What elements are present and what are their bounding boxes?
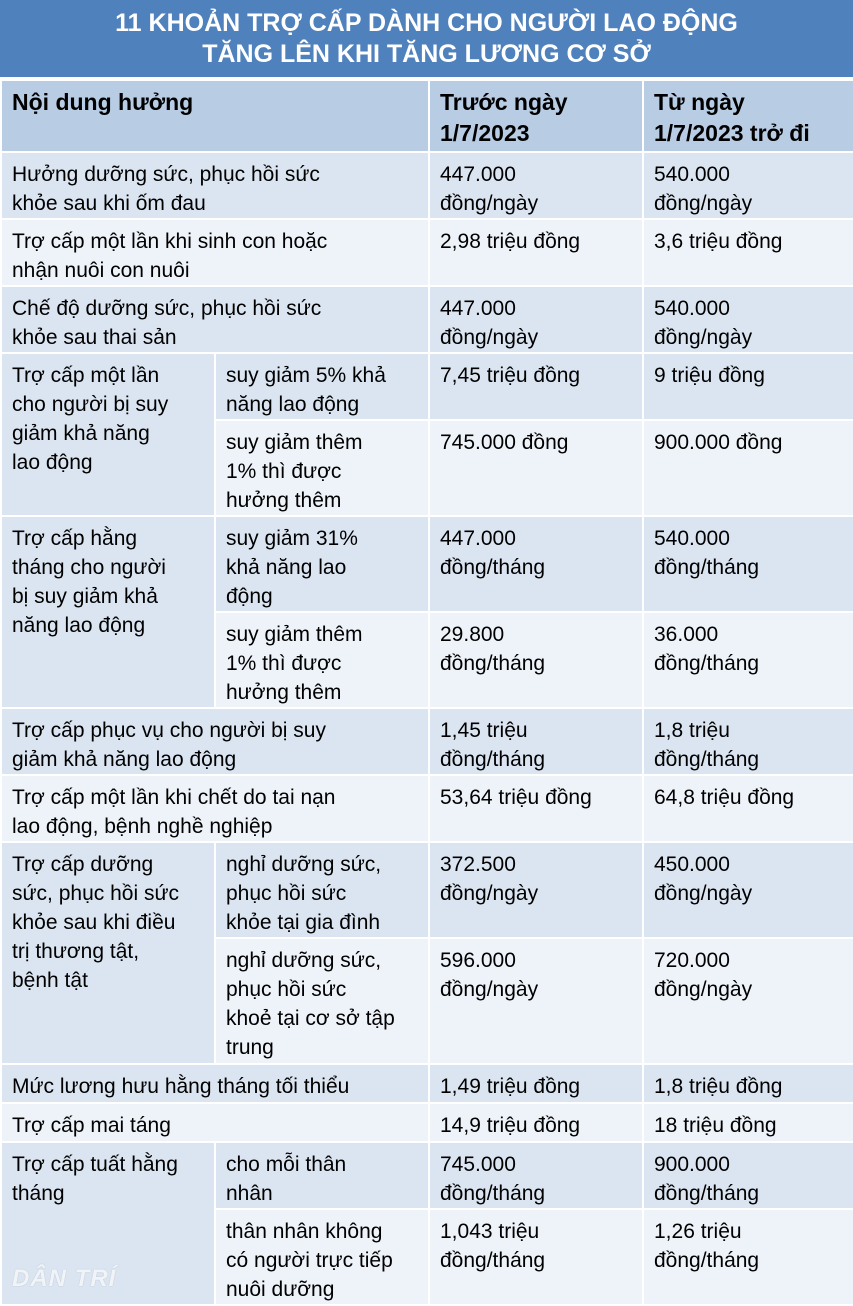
- table-row: [1, 842, 853, 938]
- title-line-1: 11 KHOẢN TRỢ CẤP DÀNH CHO NGƯỜI LAO ĐỘNG: [115, 8, 738, 37]
- row-after: 900.000 đồng/tháng: [643, 1142, 853, 1209]
- table-header-row: [1, 80, 853, 152]
- table-row: [1, 286, 853, 353]
- row-before: 29.800 đồng/tháng: [429, 612, 643, 708]
- table-row: [1, 353, 853, 420]
- group-label: Trợ cấp hằng tháng cho người bị suy giảm khả năng lao động: [1, 516, 215, 708]
- table-row: [1, 219, 853, 286]
- row-label: Mức lương hưu hằng tháng tối thiểu: [1, 1064, 429, 1103]
- row-before: 596.000 đồng/ngày: [429, 938, 643, 1064]
- row-before: 53,64 triệu đồng: [429, 775, 643, 842]
- header-after: Từ ngày 1/7/2023 trở đi: [643, 80, 853, 152]
- row-label: Trợ cấp phục vụ cho người bị suy giảm khả năng lao động: [1, 708, 429, 775]
- row-before: 447.000 đồng/tháng: [429, 516, 643, 612]
- row-before: 745.000 đồng/tháng: [429, 1142, 643, 1209]
- sub-label: suy giảm 31% khả năng lao động: [215, 516, 429, 612]
- row-label: Chế độ dưỡng sức, phục hồi sức khỏe sau thai sản: [1, 286, 429, 353]
- sub-label: nghỉ dưỡng sức, phục hồi sức khỏe tại gia đình: [215, 842, 429, 938]
- sub-label: thân nhân không có người trực tiếp nuôi dưỡng: [215, 1209, 429, 1305]
- row-label: Trợ cấp một lần khi chết do tai nạn lao động, bệnh nghề nghiệp: [1, 775, 429, 842]
- row-before: 447.000 đồng/ngày: [429, 286, 643, 353]
- row-after: 36.000 đồng/tháng: [643, 612, 853, 708]
- table-row: [1, 516, 853, 612]
- row-after: 540.000 đồng/tháng: [643, 516, 853, 612]
- sub-label: nghỉ dưỡng sức, phục hồi sức khoẻ tại cơ sở tập trung: [215, 938, 429, 1064]
- row-after: 18 triệu đồng: [643, 1103, 853, 1142]
- row-before: 14,9 triệu đồng: [429, 1103, 643, 1142]
- sub-label: cho mỗi thân nhân: [215, 1142, 429, 1209]
- row-before: 7,45 triệu đồng: [429, 353, 643, 420]
- row-before: 1,49 triệu đồng: [429, 1064, 643, 1103]
- group-label: Trợ cấp tuất hằng tháng: [1, 1142, 215, 1305]
- row-before: 1,043 triệu đồng/tháng: [429, 1209, 643, 1305]
- group-label: Trợ cấp một lần cho người bị suy giảm khả năng lao động: [1, 353, 215, 516]
- table-row: [1, 1064, 853, 1103]
- row-before: 1,45 triệu đồng/tháng: [429, 708, 643, 775]
- table-row: [1, 1142, 853, 1209]
- table-row: [1, 775, 853, 842]
- row-after: 1,26 triệu đồng/tháng: [643, 1209, 853, 1305]
- row-after: 540.000 đồng/ngày: [643, 286, 853, 353]
- header-before: Trước ngày 1/7/2023: [429, 80, 643, 152]
- table-row: [1, 708, 853, 775]
- row-after: 3,6 triệu đồng: [643, 219, 853, 286]
- row-label: Hưởng dưỡng sức, phục hồi sức khỏe sau khi ốm đau: [1, 152, 429, 219]
- sub-label: suy giảm thêm 1% thì được hưởng thêm: [215, 420, 429, 516]
- header-content: Nội dung hưởng: [1, 80, 429, 152]
- table-row: [1, 152, 853, 219]
- row-after: 1,8 triệu đồng: [643, 1064, 853, 1103]
- watermark-logo: DÂN TRÍ: [12, 1265, 117, 1292]
- row-label: Trợ cấp một lần khi sinh con hoặc nhận nuôi con nuôi: [1, 219, 429, 286]
- row-before: 447.000 đồng/ngày: [429, 152, 643, 219]
- row-after: 450.000 đồng/ngày: [643, 842, 853, 938]
- row-before: 2,98 triệu đồng: [429, 219, 643, 286]
- row-after: 9 triệu đồng: [643, 353, 853, 420]
- row-after: 540.000 đồng/ngày: [643, 152, 853, 219]
- page-title: [0, 0, 853, 77]
- table-row: [1, 1103, 853, 1142]
- sub-label: suy giảm 5% khả năng lao động: [215, 353, 429, 420]
- sub-label: suy giảm thêm 1% thì được hưởng thêm: [215, 612, 429, 708]
- title-line-2: TĂNG LÊN KHI TĂNG LƯƠNG CƠ SỞ: [202, 39, 651, 68]
- row-after: 64,8 triệu đồng: [643, 775, 853, 842]
- row-label: Trợ cấp mai táng: [1, 1103, 429, 1142]
- row-before: 372.500 đồng/ngày: [429, 842, 643, 938]
- row-after: 1,8 triệu đồng/tháng: [643, 708, 853, 775]
- row-after: 900.000 đồng: [643, 420, 853, 516]
- row-before: 745.000 đồng: [429, 420, 643, 516]
- allowance-table: [0, 79, 853, 1306]
- row-after: 720.000 đồng/ngày: [643, 938, 853, 1064]
- group-label: Trợ cấp dưỡng sức, phục hồi sức khỏe sau khi điều trị thương tật, bệnh tật: [1, 842, 215, 1064]
